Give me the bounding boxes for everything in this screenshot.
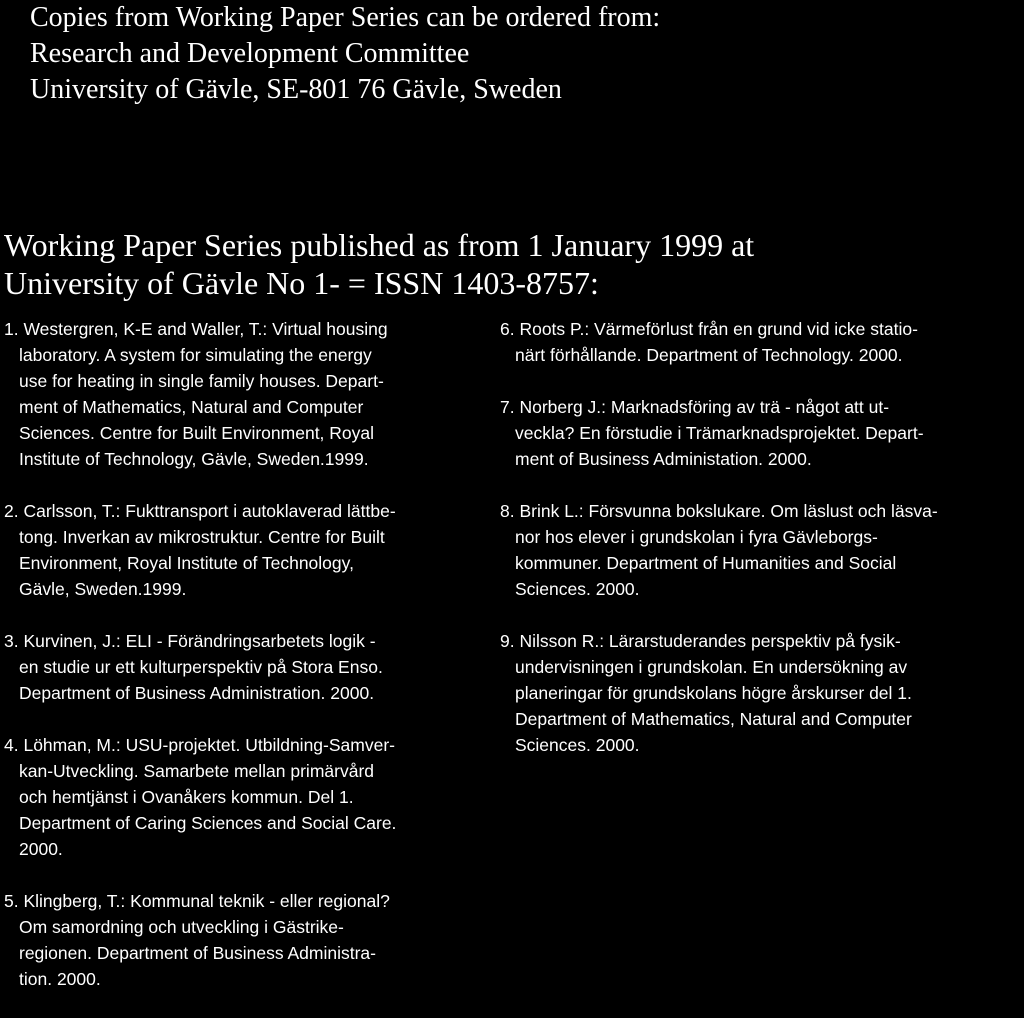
entry-line: nor hos elever i grundskolan i fyra Gävleborgs- (515, 527, 878, 547)
entry-line: 1. Westergren, K-E and Waller, T.: Virtual housing (4, 319, 388, 339)
entry-line: use for heating in single family houses. Depart- (19, 371, 384, 391)
entry-line: Institute of Technology, Gävle, Sweden.1999. (19, 449, 369, 469)
publication-entry (500, 316, 1020, 368)
publication-entry (4, 732, 490, 862)
entry-line: 5. Klingberg, T.: Kommunal teknik - eller regional? (4, 891, 390, 911)
entry-line: regionen. Department of Business Administra- (19, 943, 376, 963)
entry-line: 7. Norberg J.: Marknadsföring av trä - något att ut- (500, 397, 890, 417)
entry-line: tion. 2000. (19, 969, 101, 989)
entry-line: Department of Business Administration. 2000. (19, 683, 375, 703)
entry-line: Environment, Royal Institute of Technology, (19, 553, 354, 573)
entry-line: 2. Carlsson, T.: Fukttransport i autoklaverad lättbe- (4, 501, 396, 521)
entry-line: Sciences. Centre for Built Environment, Royal (19, 423, 375, 443)
entry-line: veckla? En förstudie i Trämarknadsprojektet. Depart- (515, 423, 924, 443)
entry-line: 4. Löhman, M.: USU-projektet. Utbildning-Samver- (4, 735, 395, 755)
entry-line: 6. Roots P.: Värmeförlust från en grund vid icke statio- (500, 319, 918, 339)
entry-line: 2000. (19, 839, 63, 859)
ordering-info-line: University of Gävle, SE-801 76 Gävle, Sweden (30, 74, 562, 105)
entry-line: Department of Mathematics, Natural and Computer (515, 709, 912, 729)
entry-line: 9. Nilsson R.: Lärarstuderandes perspektiv på fysik- (500, 631, 901, 651)
entry-line: planeringar för grundskolans högre årskurser del 1. (515, 683, 912, 703)
entry-line: undervisningen i grundskolan. En undersökning av (515, 657, 908, 677)
publication-entry (500, 394, 1020, 472)
publication-entry (4, 888, 490, 992)
series-heading-line: Working Paper Series published as from 1 January 1999 at (4, 227, 755, 263)
entry-line: Sciences. 2000. (515, 579, 640, 599)
entry-line: laboratory. A system for simulating the energy (19, 345, 372, 365)
ordering-info-line: Copies from Working Paper Series can be ordered from: (30, 2, 661, 33)
entry-line: Department of Caring Sciences and Social Care. (19, 813, 397, 833)
entry-line: och hemtjänst i Ovanåkers kommun. Del 1. (19, 787, 354, 807)
entry-line: närt förhållande. Department of Technology. 2000. (515, 345, 903, 365)
publication-entry (500, 498, 1020, 602)
entry-line: Om samordning och utveckling i Gästrike- (19, 917, 344, 937)
ordering-info (30, 0, 660, 108)
entry-line: kommuner. Department of Humanities and Social (515, 553, 897, 573)
ordering-info-line: Research and Development Committee (30, 38, 470, 69)
entry-line: 8. Brink L.: Försvunna bokslukare. Om läslust och läsva- (500, 501, 938, 521)
entry-line: kan-Utveckling. Samarbete mellan primärvård (19, 761, 374, 781)
entry-line: en studie ur ett kulturperspektiv på Stora Enso. (19, 657, 383, 677)
publication-list-left (4, 316, 490, 1018)
publication-entry (4, 498, 490, 602)
entry-line: 3. Kurvinen, J.: ELI - Förändringsarbetets logik - (4, 631, 376, 651)
publication-list-right (500, 316, 1020, 784)
entry-line: ment of Business Administation. 2000. (515, 449, 812, 469)
series-heading (4, 226, 754, 302)
entry-line: ment of Mathematics, Natural and Computer (19, 397, 364, 417)
entry-line: Gävle, Sweden.1999. (19, 579, 187, 599)
entry-line: Sciences. 2000. (515, 735, 640, 755)
publication-entry (4, 628, 490, 706)
entry-line: tong. Inverkan av mikrostruktur. Centre for Built (19, 527, 385, 547)
publication-entry (4, 316, 490, 472)
publication-entry (500, 628, 1020, 758)
series-heading-line: University of Gävle No 1- = ISSN 1403-8757: (4, 265, 599, 301)
